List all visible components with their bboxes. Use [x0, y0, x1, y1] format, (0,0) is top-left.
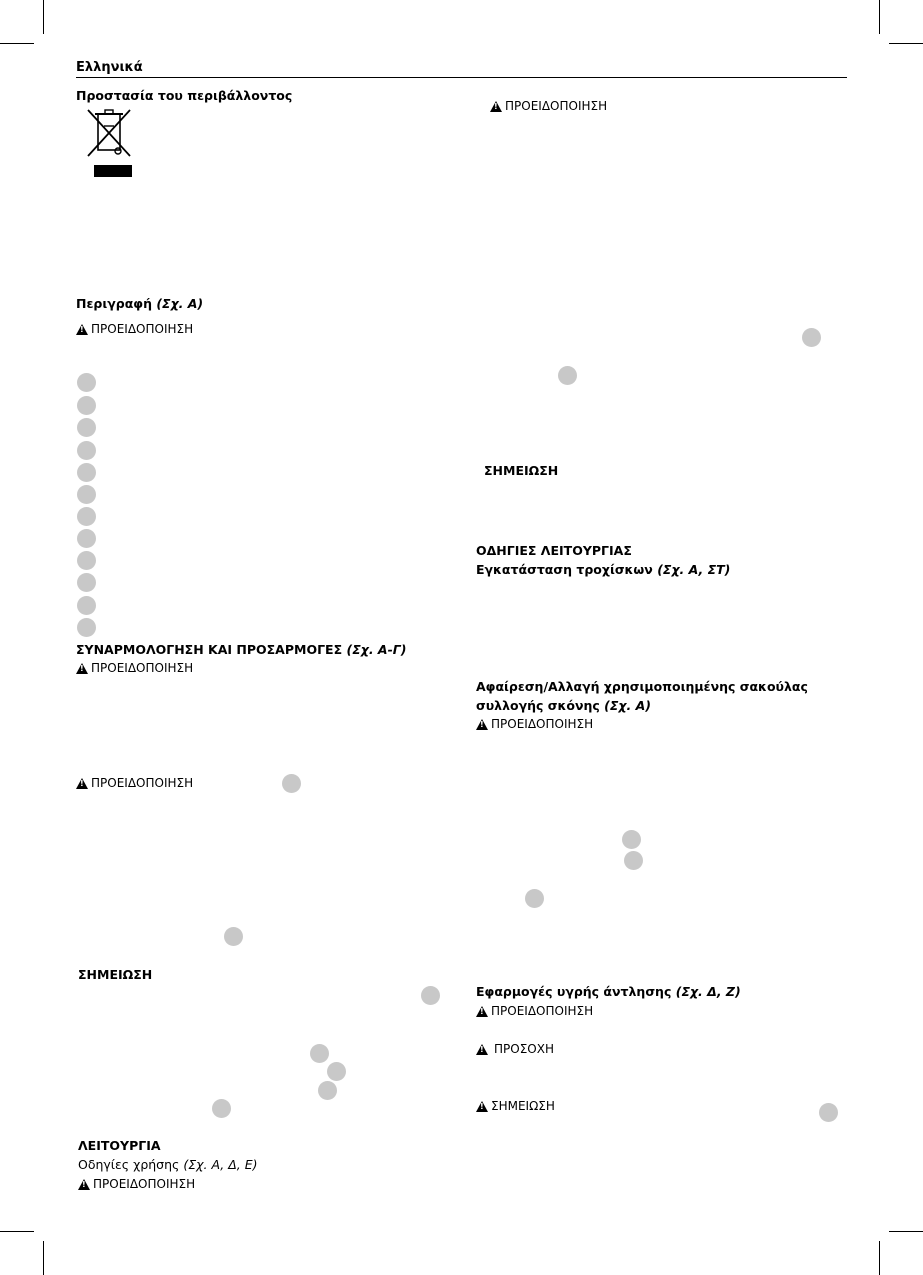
callout-circle — [77, 596, 96, 615]
bag-title-2 — [476, 698, 651, 713]
callout-circle — [318, 1081, 337, 1100]
instructions-ref: (Σχ. A, Δ, E) — [183, 1157, 258, 1172]
warning-triangle-icon — [76, 663, 88, 674]
note-1: ΣΗΜΕΙΩΣΗ — [78, 967, 153, 982]
warning-triangle-icon — [476, 1044, 488, 1055]
note-3 — [476, 1099, 555, 1113]
callout-circle — [77, 396, 96, 415]
bag-title-2-text: συλλογής σκόνης — [476, 698, 600, 713]
callout-circle — [624, 851, 643, 870]
caution-text: ΠΡΟΣΟΧΗ — [494, 1042, 554, 1056]
wet-title-text: Εφαρμογές υγρής άντλησης — [476, 984, 672, 999]
crop-mark — [0, 1231, 34, 1232]
callout-circle — [282, 774, 301, 793]
callout-circle — [77, 441, 96, 460]
crop-mark — [889, 43, 923, 44]
callout-circle — [77, 573, 96, 592]
assembly-title-text: ΣΥΝΑΡΜΟΛΟΓΗΣΗ ΚΑΙ ΠΡΟΣΑΡΜΟΓΕΣ — [76, 642, 343, 657]
crop-mark — [43, 1241, 44, 1275]
callout-circle — [212, 1099, 231, 1118]
warning-4 — [78, 1177, 195, 1191]
warning-triangle-icon — [476, 1101, 488, 1112]
operation-title: ΛΕΙΤΟΥΡΓΙΑ — [78, 1138, 161, 1153]
callout-circle — [77, 463, 96, 482]
warning-triangle-icon — [76, 778, 88, 789]
description-title-text: Περιγραφή — [76, 296, 152, 311]
caster-ref: (Σχ. A, ΣΤ) — [657, 562, 731, 577]
warning-4-text: ΠΡΟΕΙΔΟΠΟΙΗΣΗ — [93, 1177, 196, 1191]
warning-1-text: ΠΡΟΕΙΔΟΠΟΙΗΣΗ — [91, 322, 194, 336]
warning-triangle-icon — [490, 101, 502, 112]
warning-bag-text: ΠΡΟΕΙΔΟΠΟΙΗΣΗ — [491, 717, 594, 731]
description-title — [76, 296, 203, 311]
callout-circle — [77, 618, 96, 637]
callout-circle — [77, 373, 96, 392]
warning-1 — [76, 322, 193, 336]
warning-wet — [476, 1004, 593, 1018]
environment-title: Προστασία του περιβάλλοντος — [76, 88, 293, 103]
crop-mark — [879, 0, 880, 34]
warning-2 — [76, 661, 193, 675]
warning-3 — [76, 776, 193, 790]
callout-circle — [525, 889, 544, 908]
warning-top-text: ΠΡΟΕΙΔΟΠΟΙΗΣΗ — [505, 99, 608, 113]
crop-mark — [0, 43, 34, 44]
warning-triangle-icon — [76, 324, 88, 335]
instructions-title-text: Οδηγίες χρήσης — [78, 1157, 180, 1172]
callout-circle — [77, 418, 96, 437]
callout-circle — [558, 366, 577, 385]
warning-triangle-icon — [78, 1179, 90, 1190]
caster-title — [476, 562, 730, 577]
callout-circle — [819, 1103, 838, 1122]
assembly-title — [76, 642, 406, 657]
caster-title-text: Εγκατάσταση τροχίσκων — [476, 562, 653, 577]
operating-title: ΟΔΗΓΙΕΣ ΛΕΙΤΟΥΡΓΙΑΣ — [476, 543, 632, 558]
warning-triangle-icon — [476, 1006, 488, 1017]
instructions-title — [78, 1157, 257, 1172]
crop-mark — [889, 1231, 923, 1232]
callout-circle — [224, 927, 243, 946]
callout-circle — [327, 1062, 346, 1081]
callout-circle — [622, 830, 641, 849]
weee-bin-icon — [84, 106, 134, 178]
description-ref: (Σχ. A) — [156, 296, 204, 311]
note-2: ΣΗΜΕΙΩΣΗ — [484, 463, 559, 478]
callout-circle — [77, 507, 96, 526]
wet-ref: (Σχ. Δ, Z) — [675, 984, 741, 999]
warning-triangle-icon — [476, 719, 488, 730]
crop-mark — [879, 1241, 880, 1275]
note-3-text: ΣΗΜΕΙΩΣΗ — [491, 1099, 555, 1113]
language-header: Ελληνικά — [76, 60, 143, 75]
warning-3-text: ΠΡΟΕΙΔΟΠΟΙΗΣΗ — [91, 776, 194, 790]
callout-circle — [77, 551, 96, 570]
warning-bag — [476, 717, 593, 731]
bag-title-1: Αφαίρεση/Αλλαγή χρησιμοποιημένης σακούλας — [476, 679, 808, 694]
callout-circle — [77, 485, 96, 504]
warning-wet-text: ΠΡΟΕΙΔΟΠΟΙΗΣΗ — [491, 1004, 594, 1018]
callout-circle — [421, 986, 440, 1005]
crop-mark — [43, 0, 44, 34]
caution — [476, 1042, 554, 1056]
assembly-ref: (Σχ. A-Γ) — [346, 642, 407, 657]
warning-top — [490, 99, 607, 113]
warning-2-text: ΠΡΟΕΙΔΟΠΟΙΗΣΗ — [91, 661, 194, 675]
bag-ref: (Σχ. A) — [604, 698, 651, 713]
header-rule — [76, 77, 847, 78]
callout-circle — [77, 529, 96, 548]
callout-circle — [310, 1044, 329, 1063]
wet-title — [476, 984, 741, 999]
callout-circle — [802, 328, 821, 347]
